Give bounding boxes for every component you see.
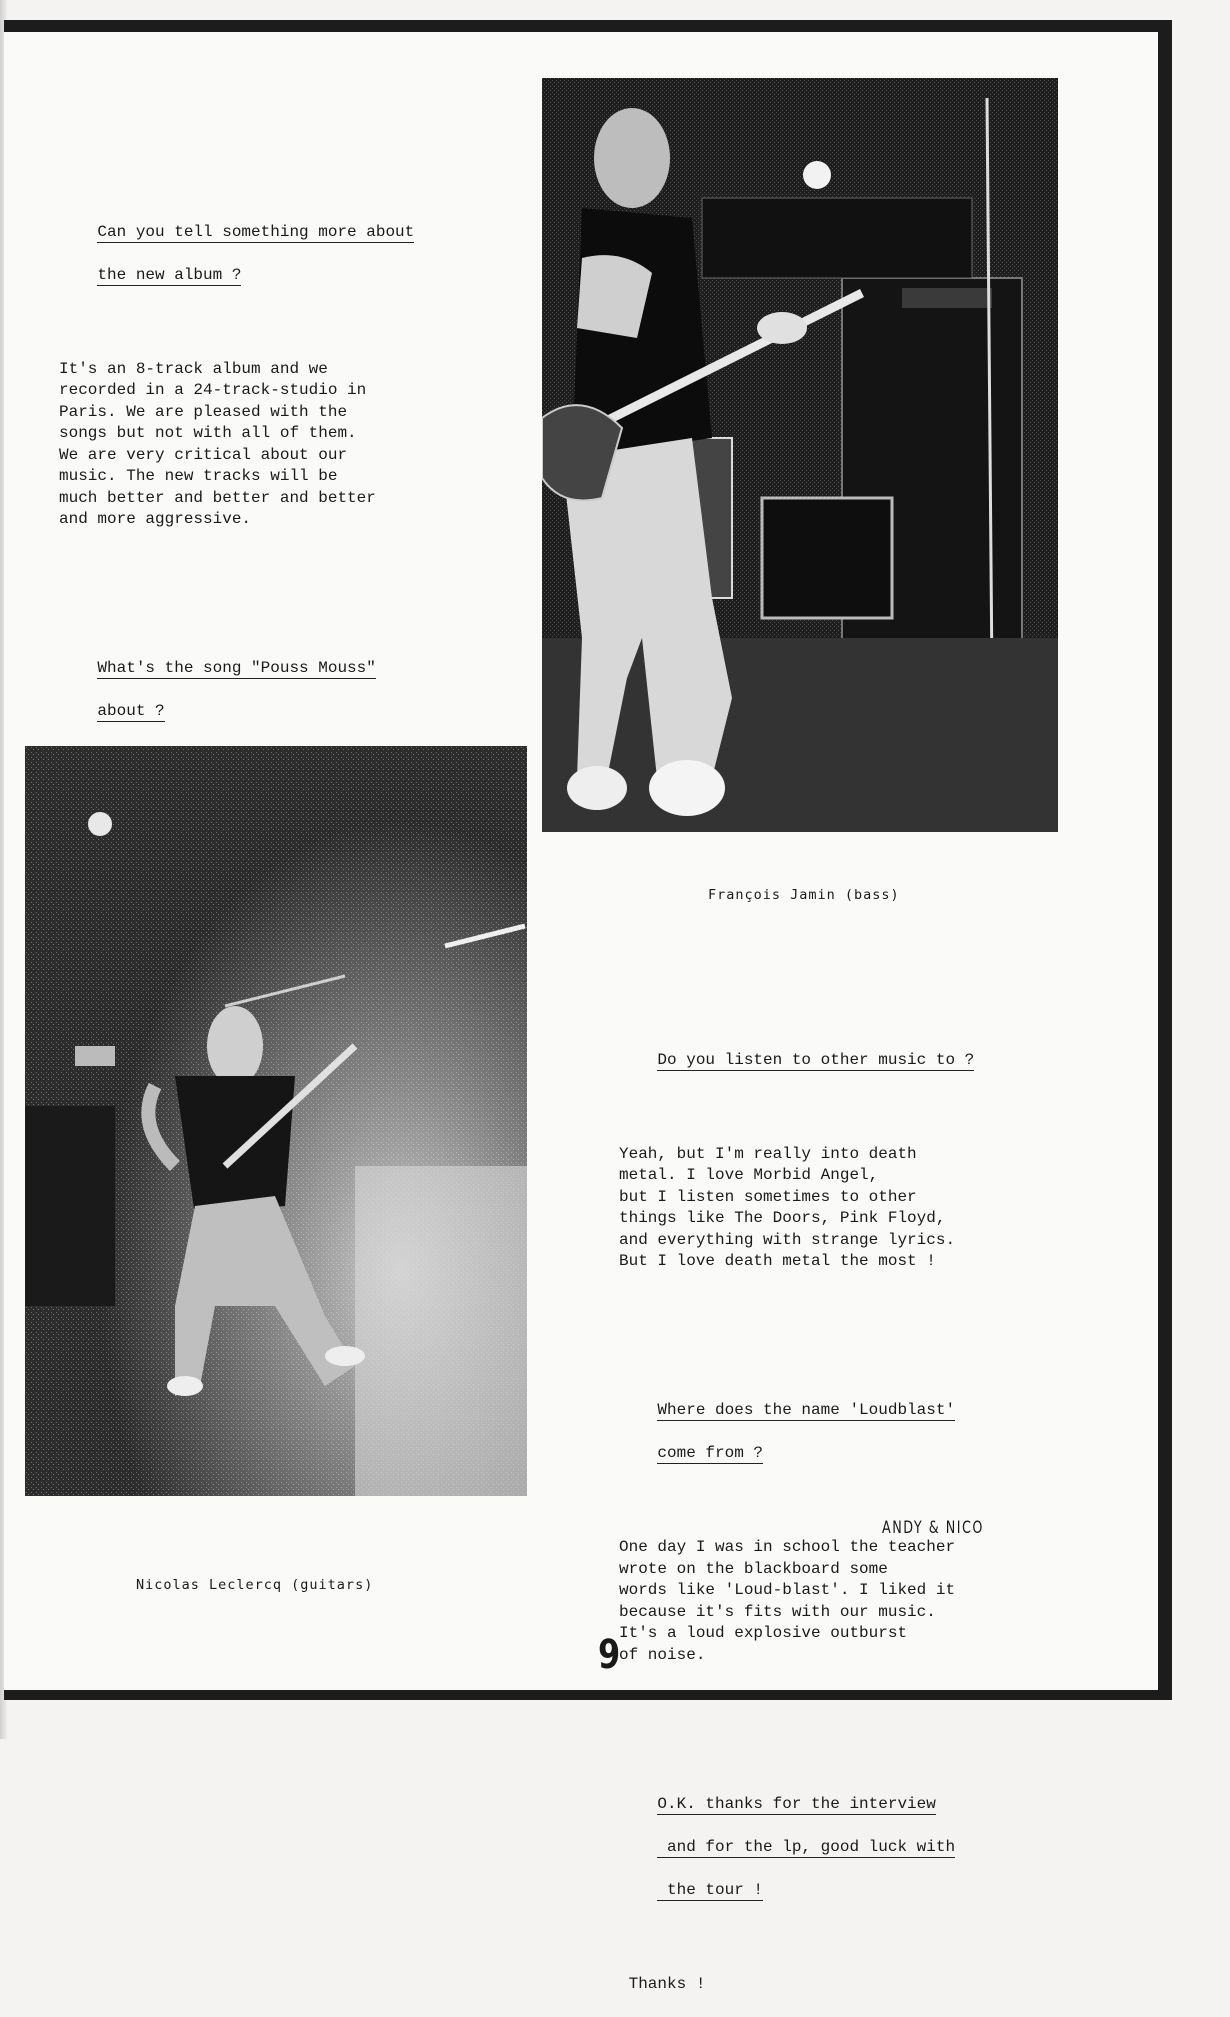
interview-right-column xyxy=(619,985,974,2017)
closing-thanks: Thanks ! xyxy=(619,1974,706,1993)
page-number: 9 xyxy=(598,1632,621,1678)
author-signature: ANDY & NICO xyxy=(882,1518,984,1538)
caption-bassist: François Jamin (bass) xyxy=(708,887,900,903)
caption-guitarist: Nicolas Leclercq (guitars) xyxy=(136,1577,374,1593)
photo-guitarist xyxy=(25,746,527,1496)
question-pouss-mouss: What's the song "Pouss Mouss" about ? xyxy=(97,659,376,720)
question-new-album: Can you tell something more about the new album ? xyxy=(97,222,415,284)
question-name-origin: Where does the name 'Loudblast' come from ? xyxy=(657,1401,956,1462)
answer-other-music: Yeah, but I'm really into death metal. I love Morbid Angel, but I listen sometimes to other things like The Doors, Pink Floyd, and everything with strange lyrics. But I love death metal the most ! xyxy=(619,1144,956,1270)
photo-bassist xyxy=(542,78,1058,832)
answer-new-album: It's an 8-track album and we recorded in a 24-track-studio in Paris. We are pleased with the songs but not with all of them. We are very critical about our music. The new tracks will be much better and better and better and more aggressive. xyxy=(59,359,376,528)
closing-remark: O.K. thanks for the interview and for the lp, good luck with the tour ! xyxy=(657,1794,956,1899)
question-other-music: Do you listen to other music to ? xyxy=(657,1050,975,1069)
answer-name-origin: One day I was in school the teacher wrote on the blackboard some words like 'Loud-blast'. I liked it because it's fits with our music. It's a loud explosive outburst of noise. xyxy=(619,1538,956,1664)
